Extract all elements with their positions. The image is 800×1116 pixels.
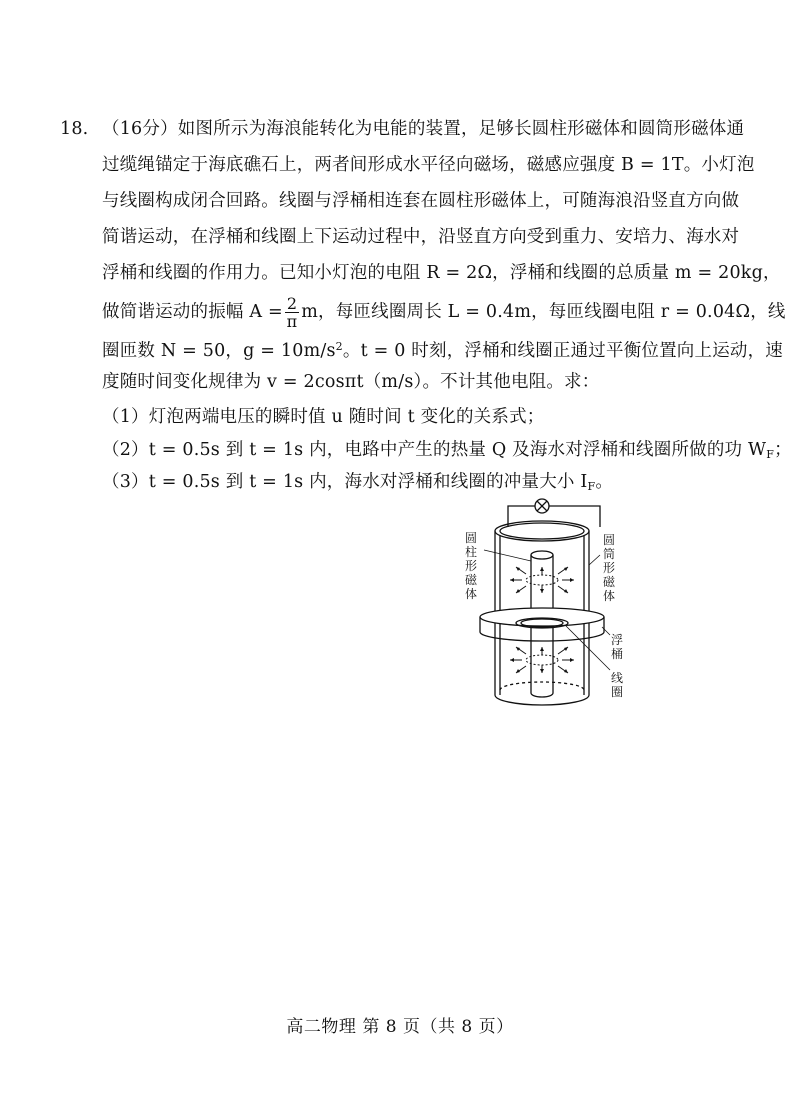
sub2-pre: （2）t = 0.5s 到 t = 1s 内，电路中产生的热量 Q 及海水对浮桶和线圈所做的功 W bbox=[102, 440, 767, 460]
sub-question-1: （1）灯泡两端电压的瞬时值 u 随时间 t 变化的关系式； bbox=[102, 407, 545, 427]
question-number: 18. bbox=[60, 119, 89, 139]
label-float: 浮桶 bbox=[610, 633, 623, 661]
line6-post: m，每匝线圈周长 L = 0.4m，每匝线圈电阻 r = 0.04Ω，线 bbox=[301, 302, 786, 322]
label-coil: 线圈 bbox=[610, 671, 623, 699]
inner-magnet-top bbox=[531, 551, 553, 559]
line7-pre: 圈匝数 N = 50，g = 10m/s bbox=[102, 341, 336, 361]
outer-cylinder-top bbox=[495, 521, 589, 541]
question-line-6 bbox=[102, 294, 786, 331]
question-line-4: 简谐运动，在浮桶和线圈上下运动过程中，沿竖直方向受到重力、安培力、海水对 bbox=[102, 227, 740, 247]
question-line-7 bbox=[102, 334, 783, 364]
fraction-denominator: π bbox=[286, 312, 298, 331]
sub3-pre: （3）t = 0.5s 到 t = 1s 内，海水对浮桶和线圈的冲量大小 I bbox=[102, 472, 588, 492]
label-cylinder-magnet: 圆柱形磁体 bbox=[464, 531, 477, 601]
amplitude-fraction bbox=[285, 295, 299, 330]
sub2-post: ； bbox=[774, 440, 792, 460]
float-ring-top bbox=[480, 608, 604, 626]
question-line-1 bbox=[60, 116, 745, 142]
sub3-post: 。 bbox=[595, 472, 614, 492]
wave-energy-figure bbox=[460, 495, 645, 730]
sub2-subscript: F bbox=[766, 448, 775, 461]
line7-post: 。t = 0 时刻，浮桶和线圈正通过平衡位置向上运动，速 bbox=[342, 341, 783, 361]
sub3-subscript: F bbox=[587, 480, 596, 493]
question-text-1: （16分）如图所示为海浪能转化为电能的装置，足够长圆柱形磁体和圆筒形磁体通 bbox=[102, 119, 745, 139]
question-line-5: 浮桶和线圈的作用力。已知小灯泡的电阻 R = 2Ω，浮桶和线圈的总质量 m = 20kg， bbox=[102, 263, 781, 283]
exponent: 2 bbox=[335, 340, 343, 353]
fraction-numerator: 2 bbox=[286, 294, 298, 313]
line6-pre: 做简谐运动的振幅 A = bbox=[102, 302, 283, 322]
question-line-2: 过缆绳锚定于海底礁石上，两者间形成水平径向磁场，磁感应强度 B = 1T。小灯泡 bbox=[102, 155, 755, 175]
sub-question-2 bbox=[102, 437, 792, 468]
question-line-3: 与线圈构成闭合回路。线圈与浮桶相连套在圆柱形磁体上，可随海浪沿竖直方向做 bbox=[102, 191, 740, 211]
question-line-8: 度随时间变化规律为 v = 2cosπt（m/s）。不计其他电阻。求： bbox=[102, 372, 600, 392]
label-tube-magnet: 圆筒形磁体 bbox=[602, 533, 615, 603]
page-footer: 高二物理 第 8 页（共 8 页） bbox=[286, 1017, 514, 1037]
